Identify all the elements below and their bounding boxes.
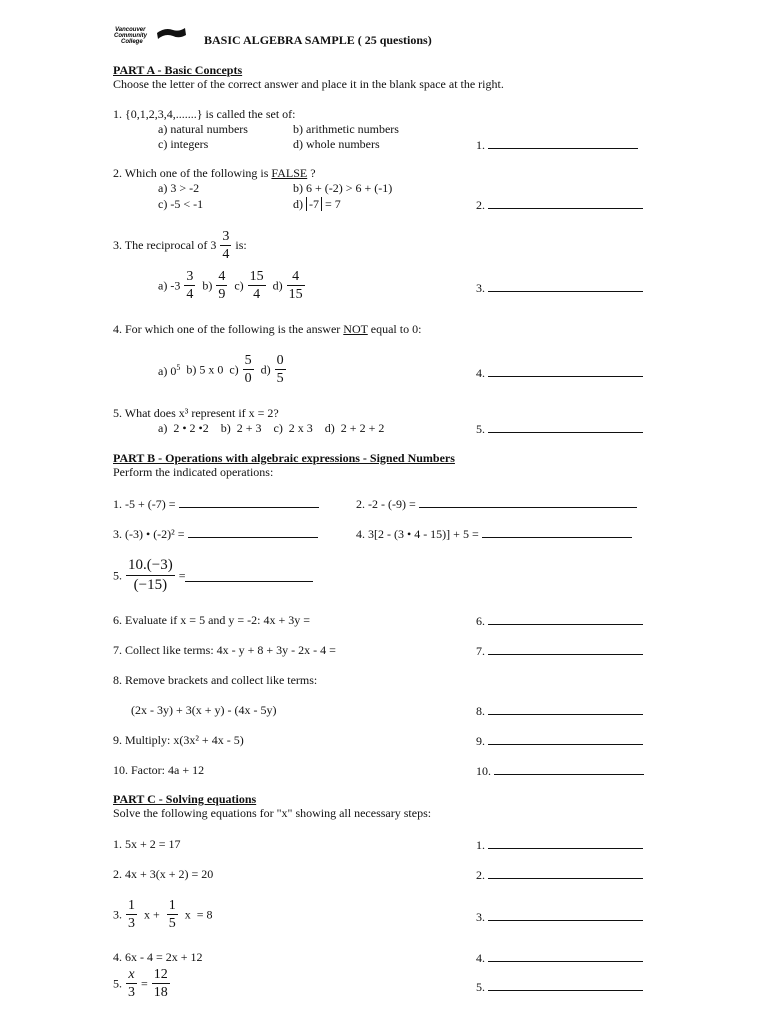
logo-line-3: College (121, 39, 143, 45)
a-q2-option-d: d) -7 = 7 (293, 197, 341, 211)
a-q3-answer[interactable]: 3. (476, 280, 643, 295)
c-q2: 2. 4x + 3(x + 2) = 20 (113, 867, 214, 881)
b-q9: 9. Multiply: x(3x² + 4x - 5) (113, 733, 244, 747)
c-q2-answer[interactable]: 2. (476, 867, 643, 882)
part-b-heading: PART B - Operations with algebraic expressions - Signed Numbers (113, 451, 455, 465)
b-q5[interactable]: 5. $\frac{10.(-3)}{(-15)}$ = (113, 556, 313, 595)
c-q3: 3. $\frac{1}{3}$ x + $\frac{1}{5}$ x = 8 (113, 898, 213, 931)
a-q2-option-c: c) -5 < -1 (158, 197, 204, 211)
a-q2-stem: 2. Which one of the following is FALSE ? (113, 166, 316, 180)
a-q4-options: a) $0^5$ b) 5 x 0 c) $\frac{5}{0}$ d) $\frac{0}{5}$ (158, 353, 284, 386)
c-q5: 5. $\frac{x}{3}$ = $\frac{12}{18}$ (113, 967, 168, 1000)
logo-line-1: Vancouver (115, 27, 146, 33)
c-q3-answer[interactable]: 3. (476, 909, 643, 924)
part-a-heading: PART A - Basic Concepts (113, 63, 243, 77)
a-q2-answer[interactable]: 2. (476, 197, 643, 212)
a-q4-answer[interactable]: 4. (476, 365, 643, 380)
a-q5-options: a) 2 • 2 •2 b) 2 + 3 c) 2 x 3 d) 2 + 2 + 2 (158, 421, 385, 435)
b-q10: 10. Factor: 4a + 12 (113, 763, 205, 777)
b-q9-answer[interactable]: 9. (476, 733, 643, 748)
a-q1-answer[interactable]: 1. (476, 137, 638, 152)
a-q4-stem: 4. For which one of the following is the answer NOT equal to 0: (113, 322, 422, 336)
c-q4: 4. 6x - 4 = 2x + 12 (113, 950, 203, 964)
b-q6-answer[interactable]: 6. (476, 613, 643, 628)
c-q5-answer[interactable]: 5. (476, 979, 643, 994)
a-q3-options: a) -3 $\frac{3}{4}$ b) $\frac{4}{9}$ c) $\frac{15}{4}$ d) $\frac{4}{15}$ (158, 269, 303, 302)
b-q6: 6. Evaluate if x = 5 and y = -2: 4x + 3y = (113, 613, 311, 627)
logo-book-icon (157, 28, 186, 39)
a-q1-option-d: d) whole numbers (293, 137, 380, 151)
b-q4[interactable]: 4. 3[2 - (3 • 4 - 15)] + 5 = (356, 526, 632, 541)
a-q5-answer[interactable]: 5. (476, 421, 643, 436)
part-c-instructions: Solve the following equations for "x" showing all necessary steps: (113, 806, 432, 820)
a-q2-option-a: a) 3 > -2 (158, 181, 200, 195)
a-q1-stem: 1. {0,1,2,3,4,.......} is called the set of: (113, 107, 296, 121)
a-q2-option-b: b) 6 + (-2) > 6 + (-1) (293, 181, 393, 195)
b-q3[interactable]: 3. (-3) • (-2)² = (113, 526, 318, 541)
a-q1-option-a: a) natural numbers (158, 122, 248, 136)
b-q8: 8. Remove brackets and collect like terms: (113, 673, 318, 687)
a-q3-stem: 3. The reciprocal of 3 $\frac{3}{4}$ is: (113, 229, 247, 262)
c-q1-answer[interactable]: 1. (476, 837, 643, 852)
college-logo (113, 25, 189, 47)
a-q5-stem: 5. What does x³ represent if x = 2? (113, 406, 279, 420)
part-c-heading: PART C - Solving equations (113, 792, 257, 806)
b-q10-answer[interactable]: 10. (476, 763, 644, 778)
part-a-instructions: Choose the letter of the correct answer and place it in the blank space at the right. (113, 77, 504, 91)
b-q7-answer[interactable]: 7. (476, 643, 643, 658)
b-q2[interactable]: 2. -2 - (-9) = (356, 496, 637, 511)
page-title: BASIC ALGEBRA SAMPLE ( 25 questions) (204, 33, 432, 47)
a-q1-option-c: c) integers (158, 137, 209, 151)
b-q7: 7. Collect like terms: 4x - y + 8 + 3y - 2x - 4 = (113, 643, 336, 657)
logo-line-2: Community (114, 33, 147, 39)
a-q1-option-b: b) arithmetic numbers (293, 122, 399, 136)
b-q8-answer[interactable]: 8. (476, 703, 643, 718)
c-q1: 1. 5x + 2 = 17 (113, 837, 181, 851)
b-q8-expression: (2x - 3y) + 3(x + y) - (4x - 5y) (131, 703, 277, 717)
b-q1[interactable]: 1. -5 + (-7) = (113, 496, 319, 511)
part-b-instructions: Perform the indicated operations: (113, 465, 274, 479)
c-q4-answer[interactable]: 4. (476, 950, 643, 965)
